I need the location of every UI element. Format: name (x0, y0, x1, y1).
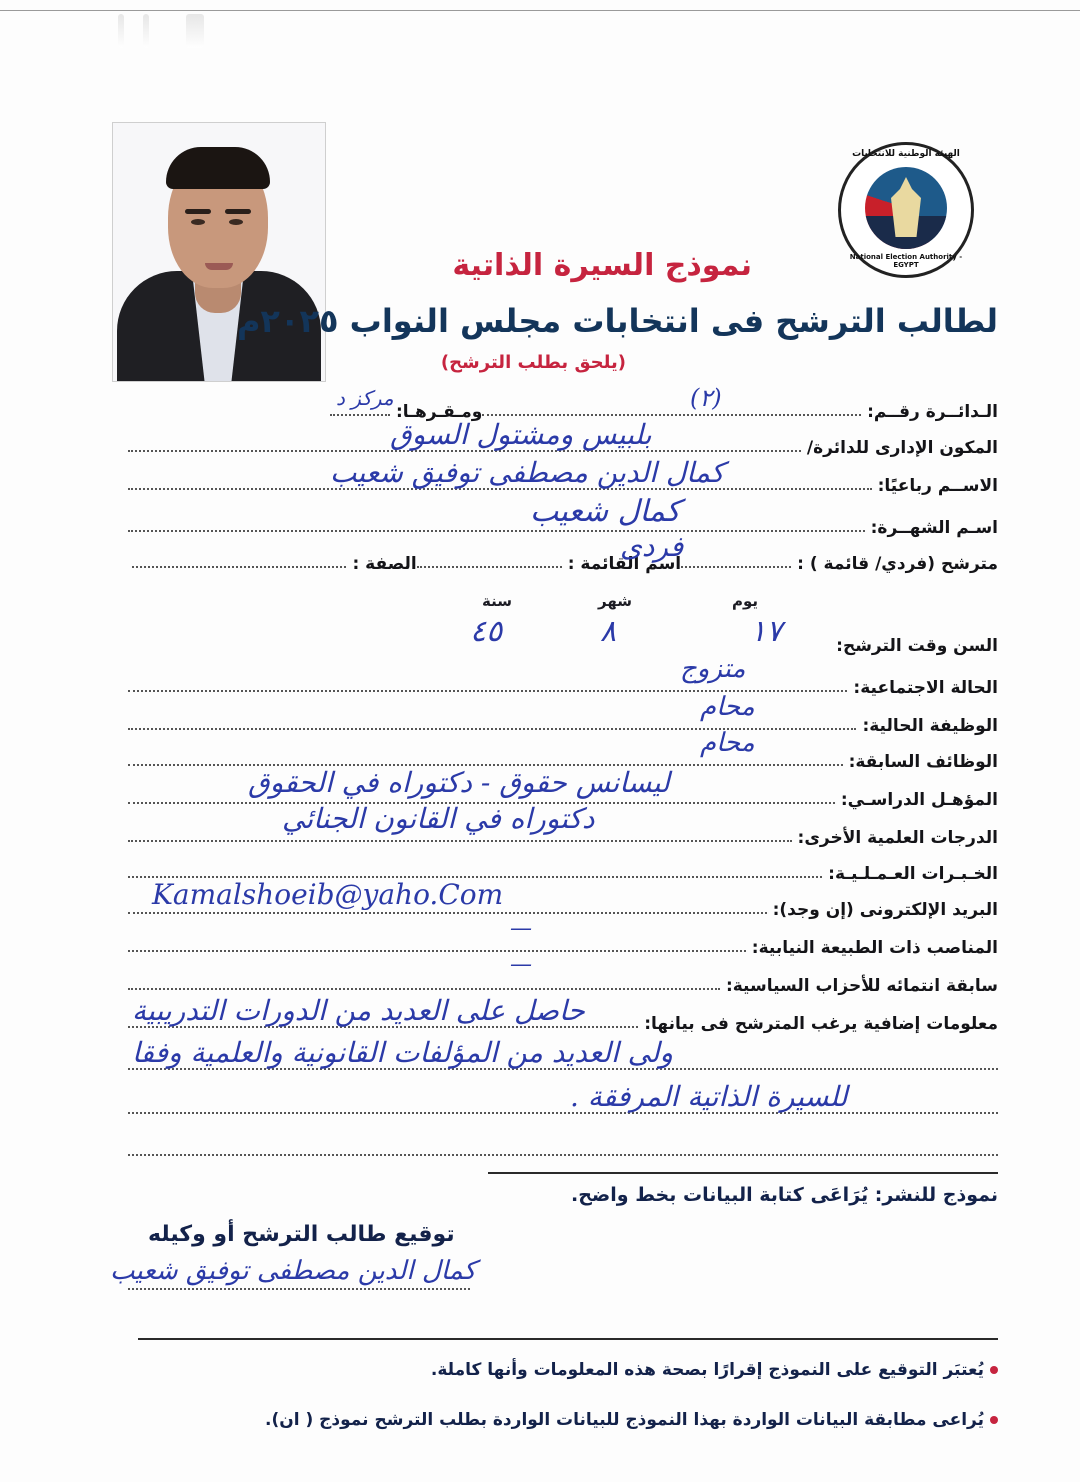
degrees-value: دكتوراه في القانون الجنائي (282, 802, 595, 835)
fame-value: كمال شعيب (530, 494, 681, 529)
party-field[interactable] (128, 982, 720, 990)
age-day-value[interactable]: ١٧ (750, 614, 783, 649)
degrees-label: الدرجات العلمية الأخرى: (797, 828, 998, 848)
date-header-year: سنة (482, 592, 512, 610)
list-name-label: اسم القائمة : (567, 554, 682, 574)
bullet-icon (990, 1416, 998, 1424)
district-row (330, 388, 998, 422)
note-2-text: يُراعى مطابقة البيانات الواردة بهذا النموذج للبيانات الواردة بطلب الترشح نموذج ( ان). (264, 1410, 984, 1430)
candidate-type-label: مترشح (فردي/ قائمة ) : (797, 554, 998, 574)
marital-row (128, 664, 998, 698)
additional-value-line-2: ولى العديد من المؤلفات القانونية والعلمية وفقا (132, 1036, 674, 1069)
additional-label: معلومات إضافية يرغب المترشح فى بيانها: (644, 1014, 998, 1034)
publish-divider (488, 1172, 998, 1174)
capacity-label: الصفة : (352, 554, 417, 574)
degrees-field[interactable] (128, 834, 792, 842)
additional-row-3 (128, 1086, 998, 1120)
note-1-text: يُعتبَر التوقيع على النموذج إقرارًا بصحة هذه المعلومات وأنها كاملة. (430, 1360, 984, 1380)
previous-jobs-field[interactable] (128, 758, 843, 766)
form-subtitle: لطالب الترشح فى انتخابات مجلس النواب ٢٠٢٥م (236, 302, 998, 340)
date-header-month: شهر (598, 592, 632, 610)
scan-artifact (143, 14, 149, 48)
party-row (128, 962, 998, 996)
publish-note: نموذج للنشر: يُرَاعَى كتابة البيانات بخط واضح. (571, 1184, 998, 1206)
fame-field[interactable] (128, 524, 865, 532)
email-value: Kamalshoeib@yaho.Com (152, 878, 504, 911)
experience-label: الخـبـرات العـمـلـيـة: (828, 864, 998, 884)
email-label: البريد الإلكترونى (إن وجد): (772, 900, 998, 920)
parliamentary-label: المناصب ذات الطبيعة النيابية: (751, 938, 998, 958)
notes-divider (138, 1338, 998, 1340)
election-authority-logo (838, 142, 974, 278)
additional-value-line-1: حاصل على العديد من الدورات التدريبية (132, 994, 585, 1027)
list-name-field[interactable] (417, 560, 562, 568)
name-value: كمال الدين مصطفى توفيق شعيب (330, 456, 725, 489)
seat-value: مركز د (336, 386, 394, 410)
form-title: نموذج السيرة الذاتية (452, 248, 752, 283)
age-month-value[interactable]: ٨ (600, 614, 617, 649)
fame-label: اسـم الشهــرة: (870, 518, 998, 538)
additional-row-4 (128, 1128, 998, 1162)
seat-label: ومـقـرهـا: (396, 402, 483, 422)
date-header-day: يوم (732, 592, 759, 610)
form-note: (يلحق بطلب الترشح) (440, 352, 626, 373)
parliamentary-value: — (510, 916, 532, 941)
scan-artifact (118, 14, 124, 48)
bullet-icon (990, 1366, 998, 1374)
current-job-label: الوظيفة الحالية: (862, 716, 998, 736)
note-1 (431, 1360, 998, 1380)
signature-label: توقيع طالب الترشح أو وكيله (148, 1222, 455, 1247)
parliamentary-field[interactable] (128, 944, 746, 952)
experience-field[interactable] (128, 870, 822, 878)
admin-value: بلبيس ومشتول السوق (390, 418, 652, 451)
current-job-value: محام (700, 692, 755, 722)
admin-label: المكون الإدارى للدائرة/ (806, 438, 998, 458)
marital-label: الحالة الاجتماعية: (853, 678, 998, 698)
page-top-edge (0, 10, 1080, 11)
previous-jobs-label: الوظائف السابقة: (848, 752, 998, 772)
candidate-photo (112, 122, 326, 382)
previous-jobs-value: محام (700, 728, 755, 758)
scan-artifact (186, 14, 204, 48)
note-2 (265, 1410, 998, 1430)
eagle-emblem-icon (891, 177, 921, 237)
party-value: — (510, 952, 532, 977)
additional-value-line-3: للسيرة الذاتية المرفقة . (570, 1080, 848, 1113)
additional-field-line-3[interactable] (128, 1106, 998, 1114)
name-label: الاســم رباعيًا: (877, 476, 998, 496)
parliamentary-row (128, 924, 998, 958)
marital-field[interactable] (128, 684, 847, 692)
candidate-row (132, 540, 998, 574)
education-value: ليسانس حقوق - دكتوراه في الحقوق (248, 766, 670, 799)
signature-value: كمال الدين مصطفى توفيق شعيب (110, 1256, 477, 1286)
age-row (460, 622, 998, 656)
district-label: الـدائــرة رقــم: (867, 402, 998, 422)
capacity-field[interactable] (132, 560, 346, 568)
candidate-type-field[interactable] (681, 560, 791, 568)
logo-english-text: National Election Authority - EGYPT (849, 253, 963, 269)
marital-value: متزوج (680, 654, 746, 684)
candidate-type-value: فردى (620, 530, 684, 563)
party-label: سابقة انتمائه للأحزاب السياسية: (725, 976, 998, 996)
age-year-value[interactable]: ٤٥ (470, 614, 503, 649)
current-job-row (128, 702, 998, 736)
age-label: السن وقت الترشح: (836, 636, 998, 656)
logo-arabic-text: الهيئة الوطنية للانتخابات (852, 149, 960, 159)
district-value: (٢) (690, 384, 722, 412)
district-field[interactable] (482, 408, 861, 416)
education-label: المؤهـل الدراسـي: (840, 790, 998, 810)
additional-field-line-4[interactable] (128, 1148, 998, 1156)
